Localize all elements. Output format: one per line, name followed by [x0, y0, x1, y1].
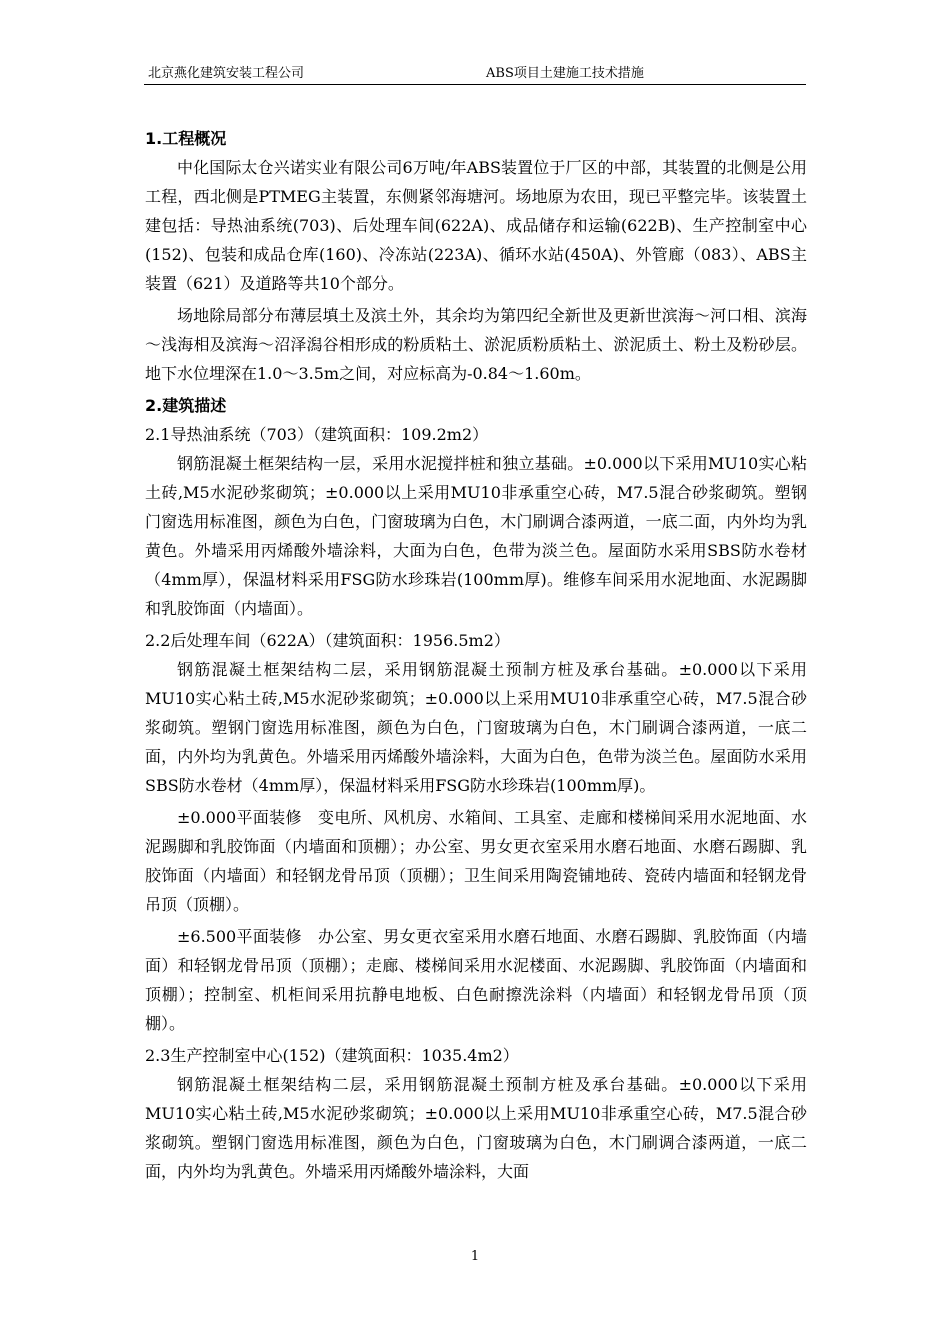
paragraph-622a-upper-floor: ±6.500平面装修 办公室、男女更衣室采用水磨石地面、水磨石踢脚、乳胶饰面（内墙面）和轻钢龙骨吊顶（顶棚）；走廊、楼梯间采用水泥楼面、水泥踢脚、乳胶饰面（内墙面和顶棚）；控制室、机柜间采用抗静电地板、白色耐擦洗涂料（内墙面）和轻钢龙骨吊顶（顶棚）。 — [145, 927, 807, 1033]
paragraph-152: 钢筋混凝土框架结构二层，采用钢筋混凝土预制方桩及承台基础。±0.000以下采用MU10实心粘土砖,M5水泥砂浆砌筑；±0.000以上采用MU10非承重空心砖，M7.5混合砂浆砌筑。塑钢门窗选用标准图，颜色为白色，门窗玻璃为白色，木门刷调合漆两道，一底二面，内外均为乳黄色。外墙采用丙烯酸外墙涂料，大面 — [145, 1075, 807, 1181]
document-body — [145, 124, 807, 1189]
overview-paragraph-2: 场地除局部分布薄层填土及滨土外，其余均为第四纪全新世及更新世滨海～河口相、滨海～浅海相及滨海～沼泽潟谷相形成的粉质粘土、淤泥质粉质粘土、淤泥质土、粉土及粉砂层。地下水位埋深在1.0～3.5m之间，对应标高为-0.84～1.60m。 — [145, 306, 807, 383]
paragraph-622a: 钢筋混凝土框架结构二层，采用钢筋混凝土预制方桩及承台基础。±0.000以下采用MU10实心粘土砖,M5水泥砂浆砌筑；±0.000以上采用MU10非承重空心砖，M7.5混合砂浆砌筑。塑钢门窗选用标准图，颜色为白色，门窗玻璃为白色，木门刷调合漆两道，一底二面，内外均为乳黄色。外墙采用丙烯酸外墙涂料，大面为白色，色带为淡兰色。屋面防水采用SBS防水卷材（4mm厚），保温材料采用FSG防水珍珠岩(100mm厚)。 — [145, 660, 807, 795]
subsection-heading-703: 2.1导热油系统（703）（建筑面积：109.2m2） — [145, 425, 489, 444]
paragraph-703: 钢筋混凝土框架结构一层，采用水泥搅拌桩和独立基础。±0.000以下采用MU10实心粘土砖,M5水泥砂浆砌筑；±0.000以上采用MU10非承重空心砖，M7.5混合砂浆砌筑。塑钢门窗选用标准图，颜色为白色，门窗玻璃为白色，木门刷调合漆两道，一底二面，内外均为乳黄色。外墙采用丙烯酸外墙涂料，大面为白色，色带为淡兰色。屋面防水采用SBS防水卷材（4mm厚），保温材料采用FSG防水珍珠岩(100mm厚)。维修车间采用水泥地面、水泥踢脚和乳胶饰面（内墙面）。 — [145, 454, 807, 618]
header-company: 北京燕化建筑安装工程公司 — [148, 66, 305, 81]
page-header — [144, 64, 806, 85]
section-heading-architecture: 2.建筑描述 — [145, 396, 227, 415]
subsection-heading-152: 2.3生产控制室中心(152)（建筑面积：1035.4m2） — [145, 1046, 519, 1065]
subsection-heading-622a: 2.2后处理车间（622A）（建筑面积：1956.5m2） — [145, 631, 510, 650]
overview-paragraph-1: 中化国际太仓兴诺实业有限公司6万吨/年ABS装置位于厂区的中部，其装置的北侧是公用工程，西北侧是PTMEG主装置，东侧紧邻海塘河。场地原为农田，现已平整完毕。该装置土建包括：导热油系统(703)、后处理车间(622A)、成品储存和运输(622B)、生产控制室中心(152)、包装和成品仓库(160)、冷冻站(223A)、循环水站(450A)、外管廊（083）、ABS主装置（621）及道路等共10个部分。 — [145, 158, 807, 293]
section-heading-overview: 1.工程概况 — [145, 129, 227, 148]
header-title: ABS项目土建施工技术措施 — [486, 66, 644, 81]
paragraph-622a-ground-floor: ±0.000平面装修 变电所、风机房、水箱间、工具室、走廊和楼梯间采用水泥地面、水泥踢脚和乳胶饰面（内墙面和顶棚）；办公室、男女更衣室采用水磨石地面、水磨石踢脚、乳胶饰面（内墙面）和轻钢龙骨吊顶（顶棚）；卫生间采用陶瓷铺地砖、瓷砖内墙面和轻钢龙骨吊顶（顶棚）。 — [145, 808, 807, 914]
page-number: 1 — [470, 1249, 480, 1264]
